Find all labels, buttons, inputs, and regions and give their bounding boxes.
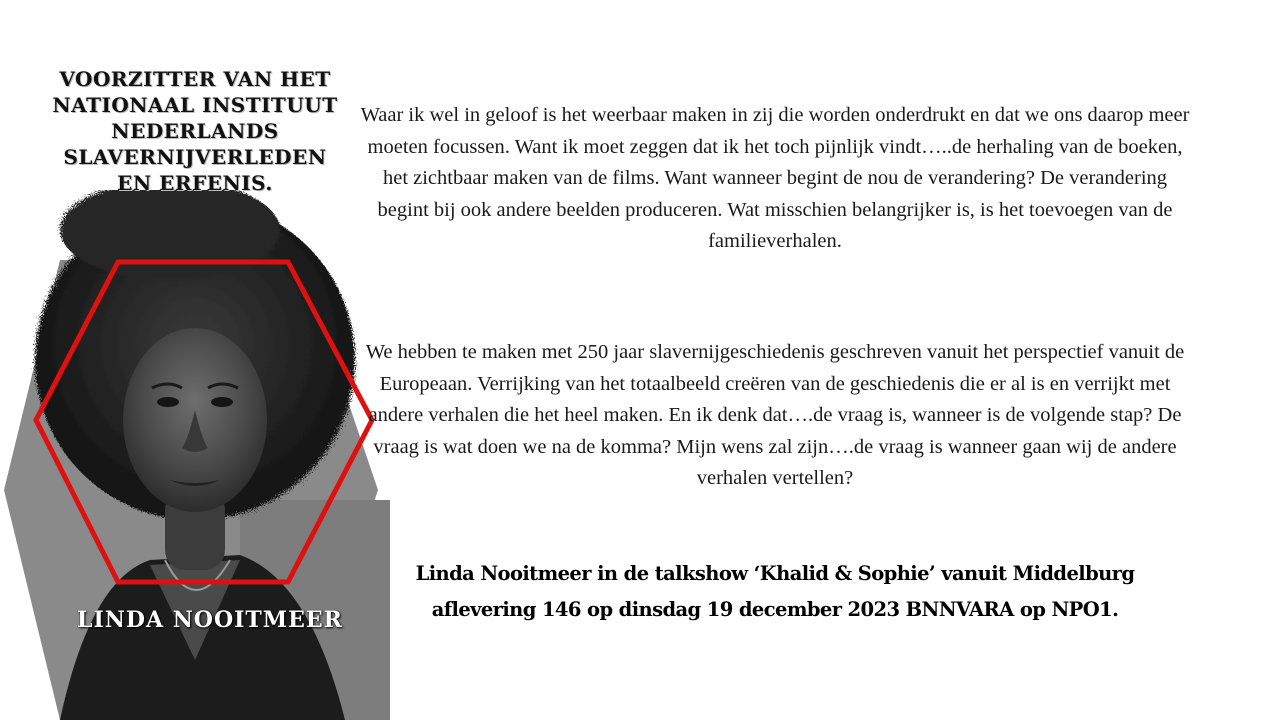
title-line: EN ERFENIS. [117,171,273,195]
portrait-title [40,66,350,196]
title-line: VOORZITTER VAN HET [59,67,331,91]
title-line: NATIONAAL INSTITUUT [52,93,338,117]
portrait-image [0,190,390,720]
quote-paragraph-1: Waar ik wel in geloof is het weerbaar maken in zij die worden onderdrukt en dat we ons daarop meer moeten focussen. Want ik moet zeggen dat ik het toch pijnlijk vindt…..de herhaling van de boeken, het zichtbaar maken van de films. Want wanneer begint de nou de verandering? De verandering begint bij ook andere beelden produceren. Wat misschien belangrijker is, is het toevoegen van de familieverhalen. [360,104,1190,252]
source-line-1: Linda Nooitmeer in de talkshow ‘Khalid & Sophie’ vanuit Middelburg [415,562,1135,585]
source-caption [360,556,1190,628]
quote-paragraph-2: We hebben te maken met 250 jaar slavernijgeschiedenis geschreven vanuit het perspectief vanuit de Europeaan. Verrijking van het totaalbeeld creëren van de geschiedenis die er al is en verrijkt met andere verhalen die het heel maken. En ik denk dat….de vraag is, wanneer is de volgende stap? De vraag is wat doen we na de komma? Mijn wens zal zijn….de vraag is wanneer gaan wij de andere verhalen vertellen? [365,341,1185,489]
portrait-name-label: LINDA NOOITMEER [77,607,343,633]
title-line: SLAVERNIJVERLEDEN [63,145,327,169]
title-line: NEDERLANDS [111,119,279,143]
source-line-2: aflevering 146 op dinsdag 19 december 2023 BNNVARA op NPO1. [431,598,1119,621]
